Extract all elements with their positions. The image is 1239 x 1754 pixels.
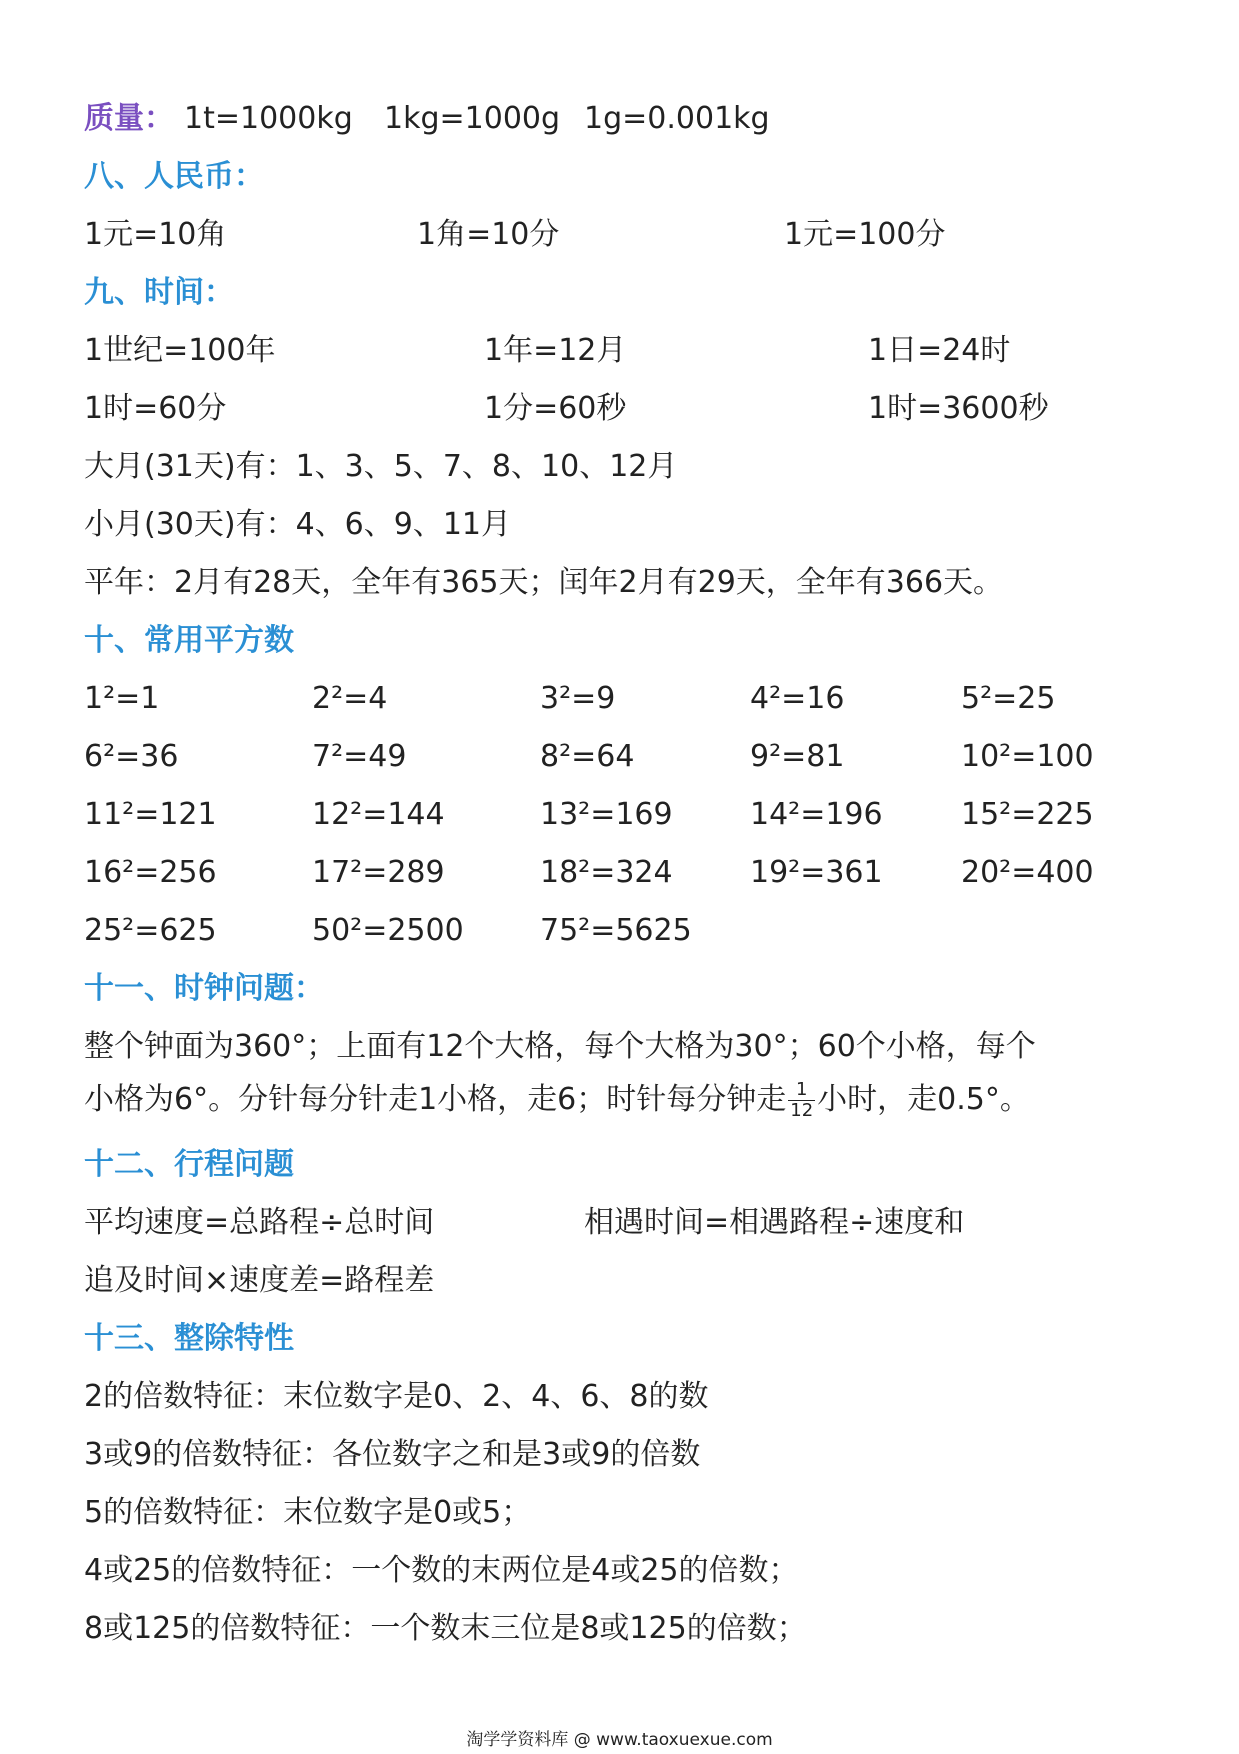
square-item: 75²=5625 bbox=[540, 913, 692, 948]
time-item: 1世纪=100年 bbox=[84, 333, 276, 368]
mass-line bbox=[84, 100, 770, 138]
leap-year-line: 平年：2月有28天，全年有365天；闰年2月有29天，全年有366天。 bbox=[84, 565, 1004, 600]
clock-line-2 bbox=[84, 1080, 1030, 1121]
fraction bbox=[788, 1080, 815, 1121]
time-item: 1时=60分 bbox=[84, 391, 227, 426]
time-item: 1时=3600秒 bbox=[868, 391, 1049, 426]
square-item: 13²=169 bbox=[540, 797, 673, 832]
square-item: 18²=324 bbox=[540, 855, 673, 890]
time-item: 1日=24时 bbox=[868, 333, 1011, 368]
travel-item: 相遇时间=相遇路程÷速度和 bbox=[584, 1205, 965, 1240]
square-item: 9²=81 bbox=[750, 739, 845, 774]
divisibility-item: 3或9的倍数特征：各位数字之和是3或9的倍数 bbox=[84, 1437, 701, 1472]
section-heading-divisibility: 十三、整除特性 bbox=[84, 1321, 294, 1356]
mass-label: 质量： bbox=[84, 101, 174, 136]
clock-line-2-a: 小格为6°。分针每分针走1小格，走6；时针每分钟走 bbox=[84, 1082, 787, 1117]
divisibility-item: 4或25的倍数特征：一个数的末两位是4或25的倍数； bbox=[84, 1553, 799, 1588]
divisibility-item: 8或125的倍数特征：一个数末三位是8或125的倍数； bbox=[84, 1611, 807, 1646]
square-item: 11²=121 bbox=[84, 797, 217, 832]
rmb-item: 1角=10分 bbox=[417, 217, 560, 252]
square-item: 15²=225 bbox=[961, 797, 1094, 832]
fraction-numerator: 1 bbox=[788, 1080, 815, 1101]
clock-line-1: 整个钟面为360°；上面有12个大格，每个大格为30°；60个小格，每个 bbox=[84, 1029, 1036, 1064]
footer-watermark: 淘学学资料库 @ www.taoxuexue.com bbox=[466, 1730, 773, 1750]
square-item: 16²=256 bbox=[84, 855, 217, 890]
rmb-item: 1元=100分 bbox=[784, 217, 946, 252]
square-item: 19²=361 bbox=[750, 855, 883, 890]
square-item: 8²=64 bbox=[540, 739, 635, 774]
mass-item: 1kg=1000g bbox=[384, 101, 561, 136]
section-heading-rmb: 八、人民币： bbox=[84, 159, 264, 194]
time-item: 1年=12月 bbox=[484, 333, 627, 368]
small-month-line: 小月(30天)有：4、6、9、11月 bbox=[84, 507, 512, 542]
divisibility-item: 5的倍数特征：末位数字是0或5； bbox=[84, 1495, 532, 1530]
square-item: 10²=100 bbox=[961, 739, 1094, 774]
square-item: 4²=16 bbox=[750, 681, 845, 716]
square-item: 3²=9 bbox=[540, 681, 616, 716]
square-item: 25²=625 bbox=[84, 913, 217, 948]
square-item: 14²=196 bbox=[750, 797, 883, 832]
clock-line-2-b: 小时，走0.5°。 bbox=[817, 1082, 1030, 1117]
square-item: 2²=4 bbox=[312, 681, 388, 716]
rmb-item: 1元=10角 bbox=[84, 217, 227, 252]
travel-item: 平均速度=总路程÷总时间 bbox=[84, 1205, 435, 1240]
mass-item: 1g=0.001kg bbox=[584, 101, 770, 136]
square-item: 50²=2500 bbox=[312, 913, 464, 948]
square-item: 17²=289 bbox=[312, 855, 445, 890]
section-heading-travel: 十二、行程问题 bbox=[84, 1147, 294, 1182]
square-item: 20²=400 bbox=[961, 855, 1094, 890]
section-heading-squares: 十、常用平方数 bbox=[84, 623, 294, 658]
fraction-denominator: 12 bbox=[790, 1100, 814, 1121]
big-month-line: 大月(31天)有：1、3、5、7、8、10、12月 bbox=[84, 449, 678, 484]
time-item: 1分=60秒 bbox=[484, 391, 627, 426]
travel-item: 追及时间×速度差=路程差 bbox=[84, 1263, 435, 1298]
mass-item: 1t=1000kg bbox=[184, 101, 353, 136]
square-item: 12²=144 bbox=[312, 797, 445, 832]
square-item: 1²=1 bbox=[84, 681, 160, 716]
section-heading-time: 九、时间： bbox=[84, 275, 234, 310]
square-item: 5²=25 bbox=[961, 681, 1056, 716]
section-heading-clock: 十一、时钟问题： bbox=[84, 971, 324, 1006]
divisibility-item: 2的倍数特征：末位数字是0、2、4、6、8的数 bbox=[84, 1379, 709, 1414]
square-item: 6²=36 bbox=[84, 739, 179, 774]
square-item: 7²=49 bbox=[312, 739, 407, 774]
